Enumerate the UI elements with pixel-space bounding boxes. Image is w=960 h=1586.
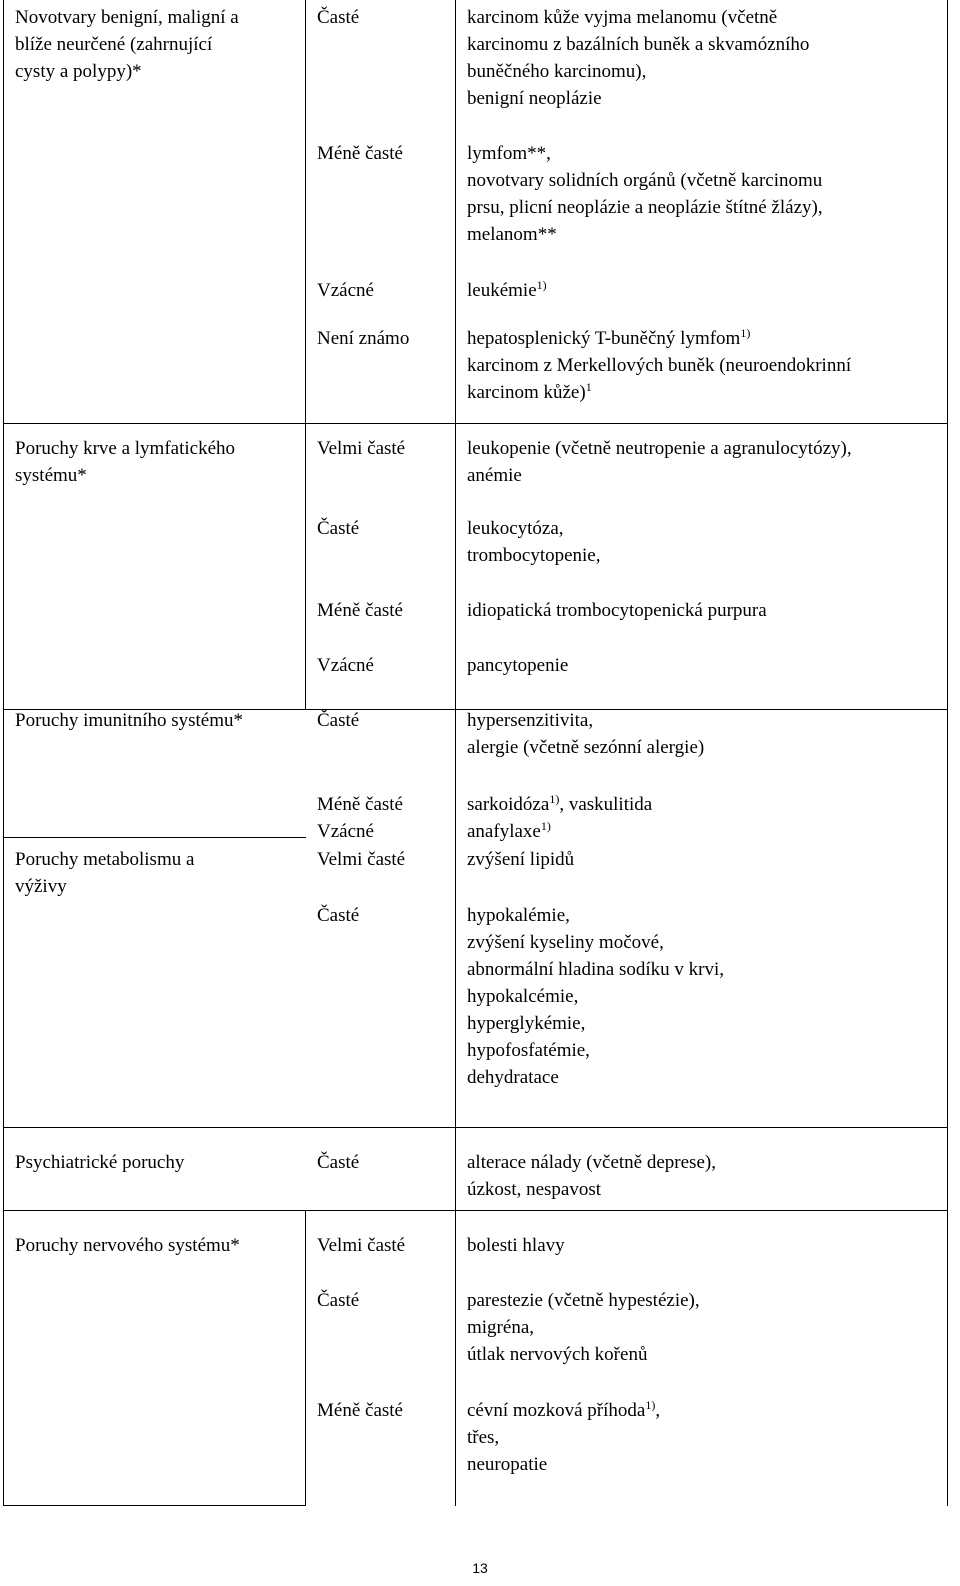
effects-cell: sarkoidóza$^{1)}$, vaskulitida <box>467 792 653 815</box>
frequency-cell: Časté <box>317 905 360 926</box>
effects-cell: pancytopenie <box>467 655 569 676</box>
frequency-cell: Není známo <box>317 328 410 349</box>
frequency-cell: Časté <box>317 710 360 731</box>
row-divider <box>3 837 306 838</box>
organ-class-cell: Novotvary benigní, maligní a blíže neurčené (zahrnující cysty a polypy)* <box>15 7 239 82</box>
row-divider <box>3 1127 948 1128</box>
effects-cell: hypokalémie, zvýšení kyseliny močové, abnormální hladina sodíku v krvi, hypokalcémie, hyperglykémie, hypofosfatémie, dehydratace <box>467 905 724 1088</box>
organ-class-cell: Poruchy krve a lymfatického systému* <box>15 438 236 486</box>
effects-cell: hypersenzitivita, alergie (včetně sezónní alergie) <box>467 710 705 758</box>
frequency-cell: Velmi časté <box>317 438 406 459</box>
effects-cell: leukopenie (včetně neutropenie a agranulocytózy), anémie <box>467 438 852 486</box>
page-number: 13 <box>472 1560 488 1576</box>
organ-class-cell: Poruchy imunitního systému* <box>15 710 243 731</box>
frequency-cell: Časté <box>317 518 360 539</box>
column-divider-effects <box>455 0 456 1506</box>
effects-cell: alterace nálady (včetně deprese), úzkost, nespavost <box>467 1152 716 1200</box>
frequency-cell: Vzácné <box>317 821 374 842</box>
frequency-cell: Méně časté <box>317 1400 403 1421</box>
row-divider <box>3 423 948 424</box>
frequency-cell: Velmi časté <box>317 1235 406 1256</box>
frequency-cell: Méně časté <box>317 600 403 621</box>
organ-class-cell: Poruchy nervového systému* <box>15 1235 240 1256</box>
organ-class-cell: Poruchy metabolismu a výživy <box>15 849 195 897</box>
effects-cell: karcinom kůže vyjma melanomu (včetně karcinomu z bazálních buněk a skvamózního buněčného karcinomu), benigní neoplázie <box>467 7 810 109</box>
frequency-cell: Časté <box>317 7 360 28</box>
effects-cell: bolesti hlavy <box>467 1235 565 1256</box>
effects-cell: anafylaxe$^{1)}$ <box>467 819 551 842</box>
row-divider <box>3 1210 948 1211</box>
effects-cell: leukémie$^{1)}$ <box>467 278 547 301</box>
frequency-cell: Méně časté <box>317 143 403 164</box>
column-divider-freq <box>305 0 306 710</box>
organ-class-cell: Psychiatrické poruchy <box>15 1152 185 1173</box>
table-border-left <box>3 0 4 1506</box>
effects-cell: idiopatická trombocytopenická purpura <box>467 600 767 621</box>
frequency-cell: Časté <box>317 1290 360 1311</box>
column-divider-freq <box>305 1210 306 1506</box>
frequency-cell: Vzácné <box>317 655 374 676</box>
frequency-cell: Vzácné <box>317 280 374 301</box>
frequency-cell: Časté <box>317 1152 360 1173</box>
effects-cell: cévní mozková příhoda$^{1)}$, třes, neuropatie <box>467 1398 661 1475</box>
table-border-bottom <box>3 1505 306 1506</box>
effects-cell: parestezie (včetně hypestézie), migréna, útlak nervových kořenů <box>467 1290 700 1365</box>
frequency-cell: Velmi časté <box>317 849 406 870</box>
effects-cell: hepatosplenický T-buněčný lymfom$^{1)}$ karcinom z Merkellových buněk (neuroendokrinní karcinom kůže)$^1$ <box>467 326 852 403</box>
table-border-right <box>947 0 948 1506</box>
effects-cell: lymfom**, novotvary solidních orgánů (včetně karcinomu prsu, plicní neoplázie a neoplázie štítné žlázy), melanom** <box>467 143 823 245</box>
effects-cell: zvýšení lipidů <box>467 849 575 870</box>
frequency-cell: Méně časté <box>317 794 403 815</box>
effects-cell: leukocytóza, trombocytopenie, <box>467 518 601 566</box>
